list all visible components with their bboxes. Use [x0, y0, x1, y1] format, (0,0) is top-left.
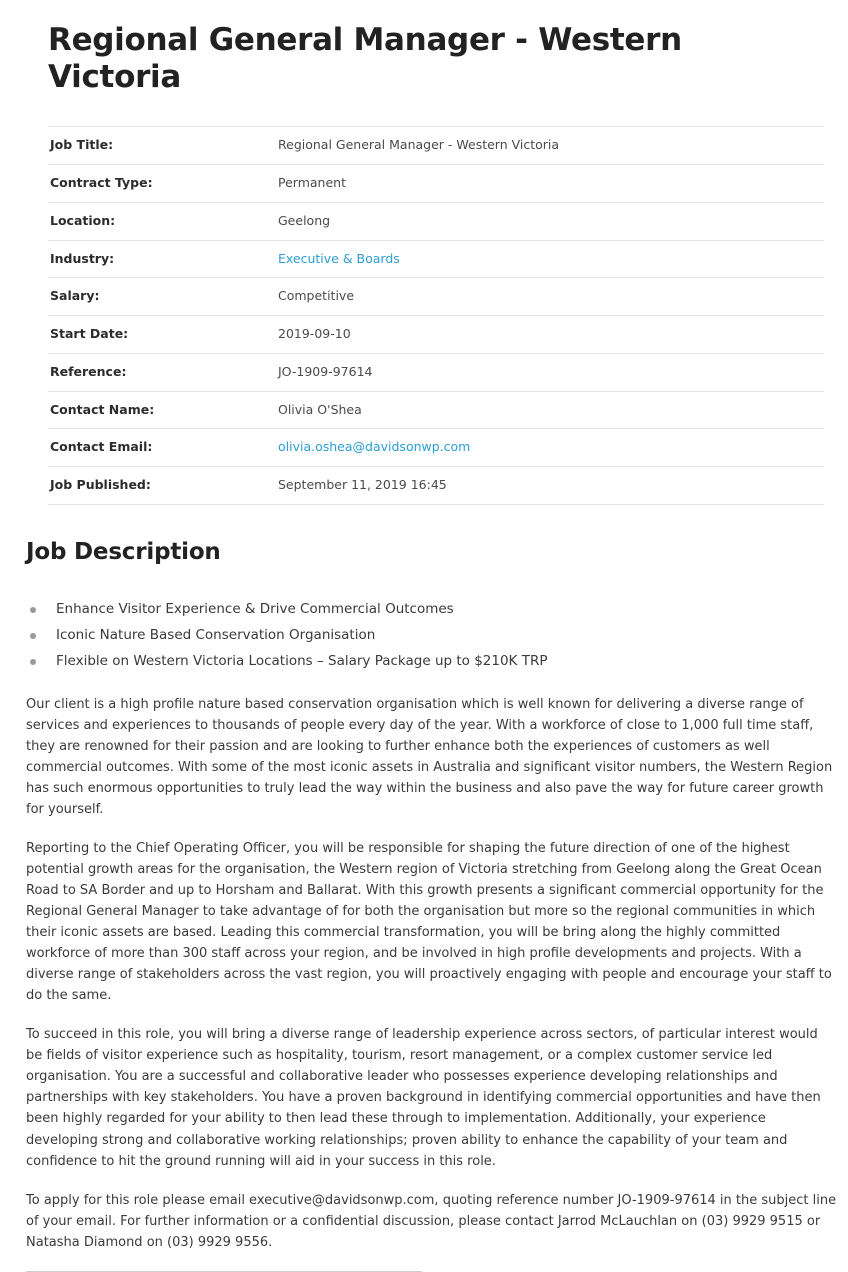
job-description-heading: Job Description — [26, 538, 221, 565]
detail-label: Job Published: — [50, 477, 151, 493]
detail-value: Competitive — [278, 288, 355, 304]
job-details-table — [48, 126, 824, 505]
detail-value-link[interactable]: olivia.oshea@davidsonwp.com — [278, 439, 471, 455]
description-paragraph: To succeed in this role, you will bring a diverse range of leadership experience across sectors, of particular interest would be fields of visitor experience such as hospitality, tourism, resort management, or a complex customer service led organisation. You are a successful and collaborative leader who possesses experience developing relationships and partnerships with key stakeholders. You have a proven background in identifying commercial opportunities and have then been highly regarded for your ability to then lead these through to implementation. Additionally, your experience developing strong and collaborative working relationships; proven ability to enhance the capability of your team and confidence to hit the ground running will aid in your success in this role. — [26, 1027, 821, 1169]
detail-value: Olivia O'Shea — [278, 401, 362, 417]
detail-label: Job Title: — [50, 137, 114, 153]
job-details-body — [48, 127, 824, 505]
detail-value: September 11, 2019 16:45 — [278, 477, 447, 493]
job-highlights-list — [26, 599, 808, 672]
detail-value — [278, 240, 824, 278]
list-item: Enhance Visitor Experience & Drive Commercial Outcomes — [26, 599, 808, 620]
detail-label: Industry: — [50, 250, 115, 266]
detail-value: Permanent — [278, 175, 346, 191]
table-row — [48, 429, 824, 467]
table-row — [48, 240, 824, 278]
detail-value-link[interactable]: Executive & Boards — [278, 250, 400, 266]
list-item: Iconic Nature Based Conservation Organisation — [26, 625, 808, 646]
detail-value: 2019-09-10 — [278, 326, 351, 342]
detail-label: Reference: — [50, 363, 127, 379]
table-row — [48, 278, 824, 316]
table-row — [48, 391, 824, 429]
detail-value — [278, 429, 824, 467]
table-row — [48, 353, 824, 391]
detail-value: JO-1909-97614 — [278, 363, 373, 379]
list-item: Flexible on Western Victoria Locations – Salary Package up to $210K TRP — [26, 651, 808, 672]
detail-label: Start Date: — [50, 326, 129, 342]
table-row — [48, 467, 824, 505]
job-description-body — [26, 694, 838, 1253]
description-paragraph: Reporting to the Chief Operating Officer, you will be responsible for shaping the future direction of one of the highest potential growth areas for the organisation, the Western region of Victoria stretching from Geelong along the Great Ocean Road to SA Border and up to Horsham and Ballarat. With this growth presents a significant commercial opportunity for the Regional General Manager to take advantage of for both the organisation but more so the regional communities in which their iconic assets are based. Leading this commercial transformation, you will be bring along the highly committed workforce of more than 300 staff across your region, and be involved in high profile developments and projects. With a diverse range of stakeholders across the vast region, you will proactively engaging with people and encourage your staff to do the same. — [26, 840, 832, 1004]
job-posting-page — [0, 22, 848, 1272]
description-paragraph: Our client is a high profile nature based conservation organisation which is well known for delivering a diverse range of services and experiences to thousands of people every day of the year. With a workforce of close to 1,000 full time staff, they are renowned for their passion and are looking to further enhance both the experiences of customers as well commercial outcomes. With some of the most iconic assets in Australia and significant visitor numbers, the Western Region has such enormous opportunities to truly lead the way within the business and also pave the way for future career growth for yourself. — [26, 696, 833, 817]
description-paragraph: To apply for this role please email executive@davidsonwp.com, quoting reference number JO-1909-97614 in the subject line of your email. For further information or a confidential discussion, please contact Jarrod McLauchlan on (03) 9929 9515 or Natasha Diamond on (03) 9929 9556. — [26, 1192, 837, 1250]
detail-value: Geelong — [278, 212, 331, 228]
detail-label: Contract Type: — [50, 175, 153, 191]
detail-label: Location: — [50, 212, 116, 228]
page-title: Regional General Manager - Western Victoria — [48, 22, 682, 96]
detail-label: Salary: — [50, 288, 100, 304]
table-row — [48, 165, 824, 203]
detail-label: Contact Email: — [50, 439, 153, 455]
table-row — [48, 316, 824, 354]
detail-label: Contact Name: — [50, 401, 155, 417]
table-row — [48, 202, 824, 240]
detail-value: Regional General Manager - Western Victoria — [278, 137, 560, 153]
table-row — [48, 127, 824, 165]
